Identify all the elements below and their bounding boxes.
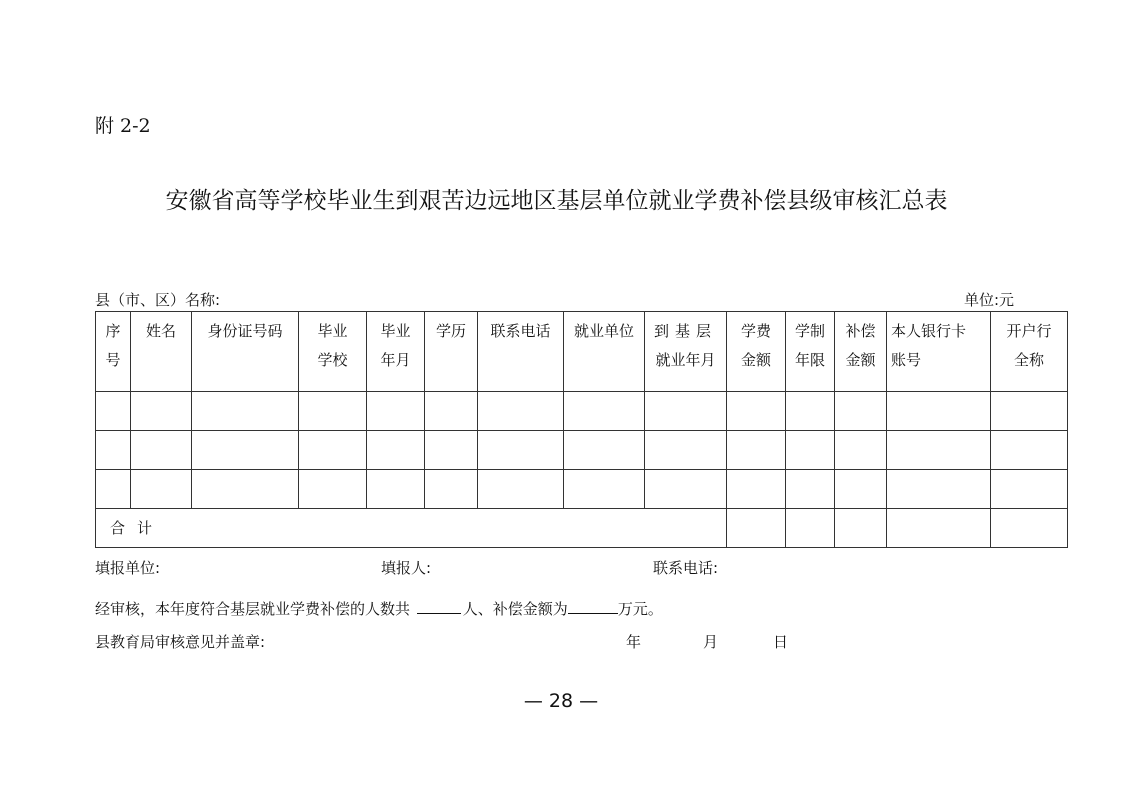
filler-person-label: 填报人: <box>381 559 432 577</box>
table-cell[interactable] <box>192 470 299 509</box>
table-cell[interactable] <box>367 431 425 470</box>
table-cell[interactable] <box>835 509 887 548</box>
table-cell[interactable] <box>478 431 564 470</box>
table-cell[interactable] <box>835 392 887 431</box>
table-cell[interactable] <box>727 392 786 431</box>
header-education: 学历 <box>425 312 478 392</box>
table-row <box>96 392 1068 431</box>
table-cell[interactable] <box>645 392 727 431</box>
table-cell[interactable] <box>96 470 131 509</box>
table-cell[interactable] <box>727 431 786 470</box>
table-cell[interactable] <box>887 509 991 548</box>
table-cell[interactable] <box>727 509 786 548</box>
attachment-label: 附 2-2 <box>95 115 151 137</box>
table-cell[interactable] <box>131 431 192 470</box>
total-label: 合计 <box>96 509 727 548</box>
table-cell[interactable] <box>564 431 645 470</box>
month-label: 月 <box>703 633 719 651</box>
header-bank-account: 本人银行卡 账号 <box>887 312 991 392</box>
table-cell[interactable] <box>425 470 478 509</box>
table-cell[interactable] <box>564 392 645 431</box>
table-cell[interactable] <box>786 431 835 470</box>
table-cell[interactable] <box>835 470 887 509</box>
table-cell[interactable] <box>96 431 131 470</box>
header-employment-date: 到基层 就业年月 <box>645 312 727 392</box>
header-employer: 就业单位 <box>564 312 645 392</box>
table-cell[interactable] <box>96 392 131 431</box>
table-cell[interactable] <box>192 431 299 470</box>
table-cell[interactable] <box>425 431 478 470</box>
table-cell[interactable] <box>835 431 887 470</box>
header-tuition-amount: 学费 金额 <box>727 312 786 392</box>
header-id-number: 身份证号码 <box>192 312 299 392</box>
table-cell[interactable] <box>887 470 991 509</box>
page-number: — 28 — <box>523 690 599 712</box>
summary-table <box>95 311 1068 548</box>
table-cell[interactable] <box>478 470 564 509</box>
table-cell[interactable] <box>645 470 727 509</box>
table-cell[interactable] <box>887 392 991 431</box>
table-header-row <box>96 312 1068 392</box>
filler-unit-label: 填报单位: <box>95 559 161 577</box>
header-phone: 联系电话 <box>478 312 564 392</box>
table-cell[interactable] <box>367 392 425 431</box>
header-name: 姓名 <box>131 312 192 392</box>
table-cell[interactable] <box>991 509 1068 548</box>
header-compensation-amount: 补偿 金额 <box>835 312 887 392</box>
table-cell[interactable] <box>299 431 367 470</box>
document-title: 安徽省高等学校毕业生到艰苦边远地区基层单位就业学费补偿县级审核汇总表 <box>165 188 948 214</box>
review-statement <box>95 598 663 619</box>
table-cell[interactable] <box>478 392 564 431</box>
currency-unit-label: 单位:元 <box>964 291 1015 309</box>
header-bank-name: 开户行 全称 <box>991 312 1068 392</box>
table-cell[interactable] <box>991 392 1068 431</box>
table-cell[interactable] <box>786 470 835 509</box>
table-cell[interactable] <box>299 470 367 509</box>
table-cell[interactable] <box>991 470 1068 509</box>
table-row <box>96 470 1068 509</box>
table-cell[interactable] <box>367 470 425 509</box>
table-cell[interactable] <box>645 431 727 470</box>
table-row <box>96 431 1068 470</box>
contact-phone-label: 联系电话: <box>653 559 719 577</box>
table-cell[interactable] <box>786 392 835 431</box>
table-cell[interactable] <box>564 470 645 509</box>
table-cell[interactable] <box>887 431 991 470</box>
table-cell[interactable] <box>727 470 786 509</box>
day-label: 日 <box>773 633 789 651</box>
county-name-label: 县（市、区）名称: <box>95 291 221 309</box>
year-label: 年 <box>626 633 642 651</box>
table-cell[interactable] <box>991 431 1068 470</box>
table-cell[interactable] <box>131 470 192 509</box>
review-people-text: 人、补偿金额为 <box>462 600 568 618</box>
review-suffix: 万元。 <box>617 600 663 618</box>
table-cell[interactable] <box>131 392 192 431</box>
table-cell[interactable] <box>425 392 478 431</box>
table-cell[interactable] <box>786 509 835 548</box>
header-school: 毕业 学校 <box>299 312 367 392</box>
review-prefix: 经审核，本年度符合基层就业学费补偿的人数共 <box>95 600 411 618</box>
table-total-row <box>96 509 1068 548</box>
header-study-years: 学制 年限 <box>786 312 835 392</box>
table-cell[interactable] <box>192 392 299 431</box>
amount-blank[interactable] <box>568 599 618 614</box>
seal-label: 县教育局审核意见并盖章: <box>95 633 266 651</box>
header-serial: 序 号 <box>96 312 131 392</box>
header-graduation-date: 毕业 年月 <box>367 312 425 392</box>
people-count-blank[interactable] <box>417 599 461 614</box>
table-cell[interactable] <box>299 392 367 431</box>
